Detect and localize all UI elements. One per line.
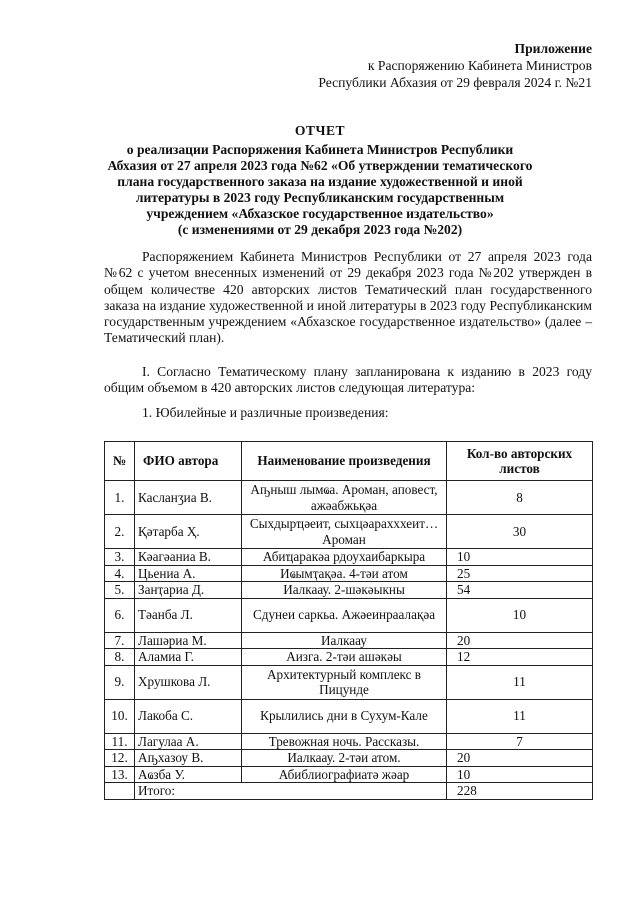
table-total-row (105, 783, 593, 800)
report-subtitle-line: Абхазия от 27 апреля 2023 года №62 «Об утверждении тематического (107, 158, 533, 173)
report-subtitle-line: (с изменениями от 29 декабря 2023 года №202) (177, 222, 463, 237)
table-row (105, 515, 593, 549)
row-sheets: 54 (447, 582, 593, 599)
row-num: 4. (105, 565, 135, 582)
row-author: Аҧхазоу В. (135, 750, 242, 767)
row-title: Абиҵаракәа рдоухаибаркыра (242, 549, 447, 566)
paragraph-intro: Распоряжением Кабинета Министров Республики от 27 апреля 2023 года №62 с учетом внесенных изменений от 29 декабря 2023 года №202 утвержден в общем количестве 420 авторских листов Тематический план государственного заказа на издание художественной и иной литературы в 2023 году Республиканским государственным учреждением «Абхазское государственное издательство» (далее – Тематический план). (104, 249, 592, 346)
report-subtitle-line: учреждением «Абхазское государственное издательство» (146, 206, 494, 221)
appendix-title: Приложение (514, 41, 592, 56)
row-title: Архитектурный комплекс в Пицунде (242, 665, 447, 699)
row-num: 3. (105, 549, 135, 566)
appendix-block (172, 40, 592, 91)
header-sheets: Кол-во авторских листов (447, 442, 593, 481)
report-subtitle (100, 142, 540, 238)
row-title: Аҧныш лымҩа. Ароман, аповест, ажәабжьқәа (242, 481, 447, 515)
table-row (105, 481, 593, 515)
header-author: ФИО автора (135, 442, 242, 481)
row-num: 13. (105, 766, 135, 783)
table-row (105, 632, 593, 649)
row-title: Сыхдырҵәеит, сыхцәарахххеит… Ароман (242, 515, 447, 549)
row-title: Иалкаау. 2-шәкәыкны (242, 582, 447, 599)
row-author: Лакоба С. (135, 699, 242, 733)
table-row (105, 766, 593, 783)
total-label: Итого: (135, 783, 447, 800)
report-title: ОТЧЕТ (294, 123, 346, 138)
table-row (105, 649, 593, 666)
list-heading: 1. Юбилейные и различные произведения: (142, 405, 389, 420)
table-row (105, 733, 593, 750)
row-author: Тәанба Л. (135, 598, 242, 632)
row-author: Лашәриа М. (135, 632, 242, 649)
row-num: 7. (105, 632, 135, 649)
table-row (105, 699, 593, 733)
row-author: Аҩзба У. (135, 766, 242, 783)
row-num: 5. (105, 582, 135, 599)
table-row (105, 565, 593, 582)
row-title: Сдунеи саркьа. Ажәеинраалақәа (242, 598, 447, 632)
row-author: Касланӡиа В. (135, 481, 242, 515)
row-num: 2. (105, 515, 135, 549)
table-row (105, 549, 593, 566)
row-num: 10. (105, 699, 135, 733)
table-header-row (105, 442, 593, 481)
header-num: № (105, 442, 135, 481)
row-sheets: 11 (447, 699, 593, 733)
table-row (105, 598, 593, 632)
header-title: Наименование произведения (242, 442, 447, 481)
row-author: Лагулаа А. (135, 733, 242, 750)
row-title: Абиблиографиатә жәар (242, 766, 447, 783)
appendix-line-1: к Распоряжению Кабинета Министров (367, 58, 592, 73)
row-author: Занҭариа Д. (135, 582, 242, 599)
row-title: Тревожная ночь. Рассказы. (242, 733, 447, 750)
row-sheets: 11 (447, 665, 593, 699)
row-author: Хрушкова Л. (135, 665, 242, 699)
row-num: 11. (105, 733, 135, 750)
row-sheets: 25 (447, 565, 593, 582)
row-num: 8. (105, 649, 135, 666)
row-sheets: 8 (447, 481, 593, 515)
total-value: 228 (447, 783, 593, 800)
paragraph-section-1: I. Согласно Тематическому плану запланирована к изданию в 2023 году общим объемом в 420 авторских листов следующая литература: (104, 364, 592, 396)
row-sheets: 12 (447, 649, 593, 666)
row-sheets: 20 (447, 750, 593, 767)
row-sheets: 20 (447, 632, 593, 649)
row-title: Иҩымҭақәа. 4-тәи атом (242, 565, 447, 582)
row-title: Иалкаау (242, 632, 447, 649)
row-sheets: 10 (447, 549, 593, 566)
report-subtitle-line: о реализации Распоряжения Кабинета Министров Республики (126, 142, 514, 157)
row-title: Крылились дни в Сухум-Кале (242, 699, 447, 733)
row-author: Аламиа Г. (135, 649, 242, 666)
row-title: Иалкаау. 2-тәи атом. (242, 750, 447, 767)
row-num: 6. (105, 598, 135, 632)
row-num: 1. (105, 481, 135, 515)
report-subtitle-line: плана государственного заказа на издание художественной и иной (117, 174, 523, 189)
row-num: 9. (105, 665, 135, 699)
row-sheets: 30 (447, 515, 593, 549)
row-author: Қәтарба Ҳ. (135, 515, 242, 549)
total-spacer (105, 783, 135, 800)
row-sheets: 7 (447, 733, 593, 750)
table-row (105, 750, 593, 767)
table-row (105, 665, 593, 699)
literature-table (104, 441, 593, 800)
row-author: Цьениа А. (135, 565, 242, 582)
appendix-line-2: Республики Абхазия от 29 февраля 2024 г. №21 (318, 75, 592, 90)
row-title: Аизга. 2-тәи ашәкәы (242, 649, 447, 666)
table-row (105, 582, 593, 599)
row-sheets: 10 (447, 766, 593, 783)
report-subtitle-line: литературы в 2023 году Республиканским государственным (135, 190, 505, 205)
row-num: 12. (105, 750, 135, 767)
row-author: Кәагәаниа В. (135, 549, 242, 566)
row-sheets: 10 (447, 598, 593, 632)
